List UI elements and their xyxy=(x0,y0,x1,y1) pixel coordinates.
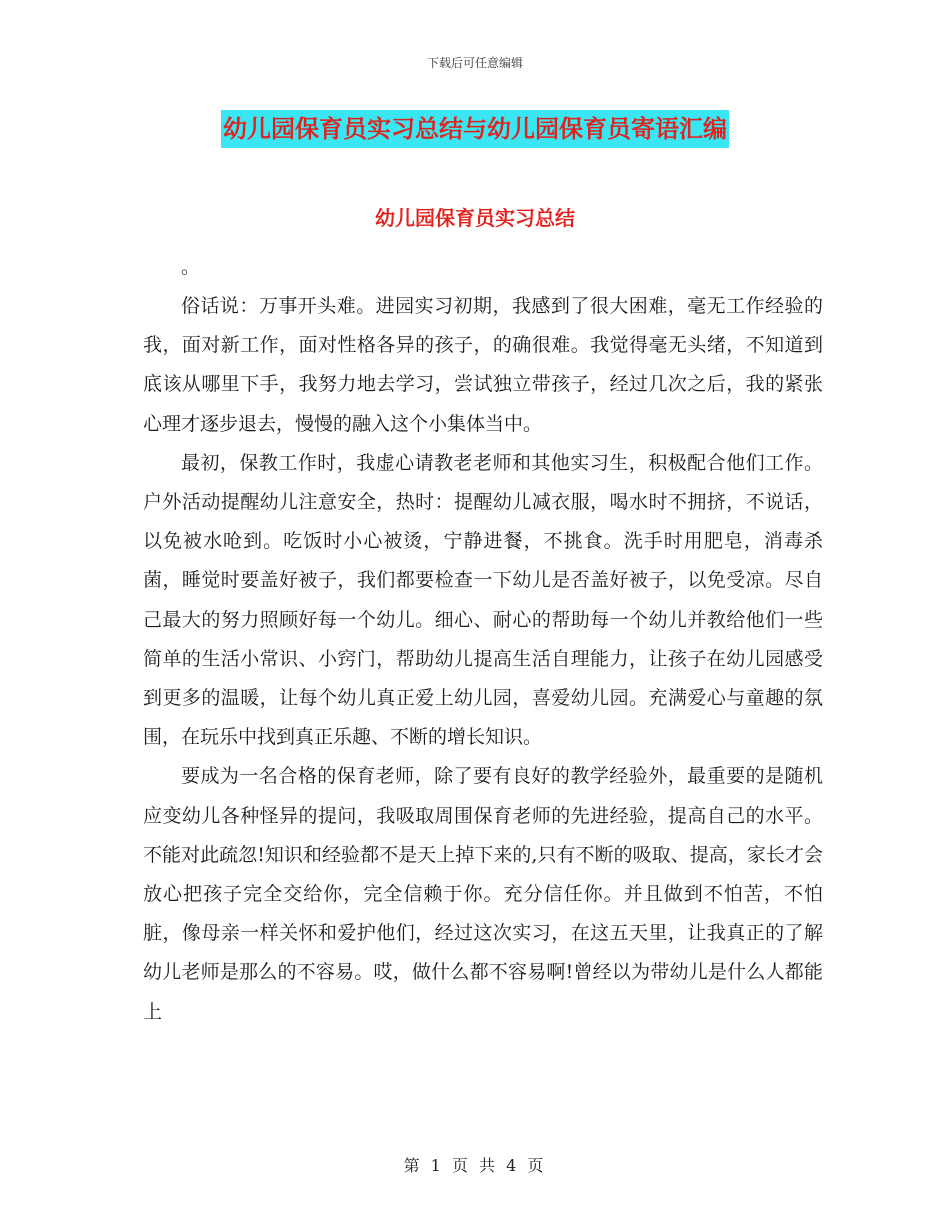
paragraph: 。 xyxy=(181,256,201,278)
page-footer: 第 1 页 共 4 页 xyxy=(403,1156,547,1175)
section-title: 幼儿园保育员实习总结 xyxy=(375,206,575,230)
paragraph: 最初，保教工作时，我虚心请教老老师和其他实习生，积极配合他们工作。户外活动提醒幼儿注意安全，热时：提醒幼儿减衣服，喝水时不拥挤，不说话，以免被水呛到。吃饭时小心被烫，宁静进餐，不挑食。洗手时用肥皂，消毒杀菌，睡觉时要盖好被子，我们都要检查一下幼儿是否盖好被子，以免受凉。尽自己最大的努力照顾好每一个幼儿。细心、耐心的帮助每一个幼儿并教给他们一些简单的生活小常识、小窍门，帮助幼儿提高生活自理能力，让孩子在幼儿园感受到更多的温暖，让每个幼儿真正爱上幼儿园，喜爱幼儿园。充满爱心与童趣的氛围，在玩乐中找到真正乐趣、不断的增长知识。 xyxy=(143,451,823,749)
main-title-container xyxy=(0,110,950,148)
paragraph: 要成为一名合格的保育老师，除了要有良好的教学经验外，最重要的是随机应变幼儿各种怪异的提问，我吸取周围保育老师的先进经验，提高自己的水平。不能对此疏忽!知识和经验都不是天上掉下来的,只有不断的吸取、提高，家长才会放心把孩子完全交给你，完全信赖于你。充分信任你。并且做到不怕苦，不怕脏，像母亲一样关怀和爱护他们，经过这次实习，在这五天里，让我真正的了解幼儿老师是那么的不容易。哎，做什么都不容易啊!曾经以为带幼儿是什么人都能上 xyxy=(143,765,823,1023)
main-title: 幼儿园保育员实习总结与幼儿园保育员寄语汇编 xyxy=(221,110,729,148)
header-note: 下载后可任意编辑 xyxy=(426,56,523,70)
paragraph: 俗话说：万事开头难。进园实习初期，我感到了很大困难，毫无工作经验的我，面对新工作，面对性格各异的孩子，的确很难。我觉得毫无头绪，不知道到底该从哪里下手，我努力地去学习，尝试独立带孩子，经过几次之后，我的紧张心理才逐步退去，慢慢的融入这个小集体当中。 xyxy=(143,295,823,435)
body-text xyxy=(143,248,823,1032)
